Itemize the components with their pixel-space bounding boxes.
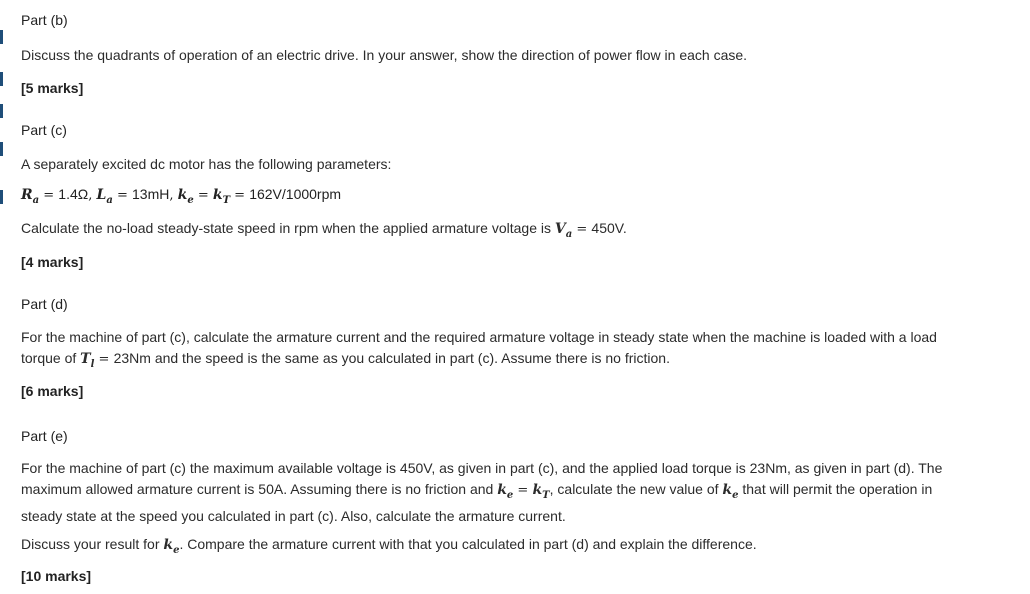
part-b-marks: [5 marks] [21, 80, 84, 96]
va-value: 450V. [591, 220, 627, 236]
tl-value: 23Nm [113, 350, 151, 366]
edge-mark [0, 190, 3, 204]
part-d-marks: [6 marks] [21, 383, 84, 399]
part-c-question: Calculate the no-load steady-state speed in rpm when the applied armature voltage is $V_a = 450V$. [21, 220, 627, 240]
k-value: 162V/1000rpm [249, 186, 342, 202]
edge-mark [0, 72, 3, 86]
part-d-question: For the machine of part (c), calculate the armature current and the required armature voltage in steady state when the machine is loaded with a load torque of $T_l = 23Nm$ and the speed is the same as you calculated in part (c). Assume there is no friction. [21, 329, 937, 370]
edge-mark [0, 142, 3, 156]
part-d-title: Part (d) [21, 296, 68, 312]
part-c-parameters: $R_a = 1.4\Omega$, $L_a = 13mH$, $k_e = k_T = 162V/1000rpm$ [21, 186, 342, 206]
part-e-title: Part (e) [21, 428, 68, 444]
la-value: 13mH [132, 186, 170, 202]
part-c-intro: A separately excited dc motor has the following parameters: [21, 156, 392, 172]
edge-mark [0, 104, 3, 118]
part-b-title: Part (b) [21, 12, 68, 28]
part-c-title: Part (c) [21, 122, 67, 138]
part-e-marks: [10 marks] [21, 568, 92, 584]
part-b-question: Discuss the quadrants of operation of an electric drive. In your answer, show the direction of power flow in each case. [21, 47, 748, 63]
part-e-discussion: Discuss your result for $k_e$. Compare the armature current with that you calculated in part (d) and explain the difference. [21, 536, 757, 556]
edge-mark [0, 30, 3, 44]
ra-value: 1.4Ω [58, 186, 89, 202]
part-c-marks: [4 marks] [21, 254, 84, 270]
part-e-question: For the machine of part (c) the maximum available voltage is 450V, as given in part (c), and the applied load torque is 23Nm, as given in part (d). The maximum allowed armature current is 50A. Assuming there is no friction and $k_e = k_T$, calculate the new value of $k_e$ that will permit the operation in steady state at the speed you calculated in part (c). Also, calculate the armature current. [21, 460, 943, 524]
